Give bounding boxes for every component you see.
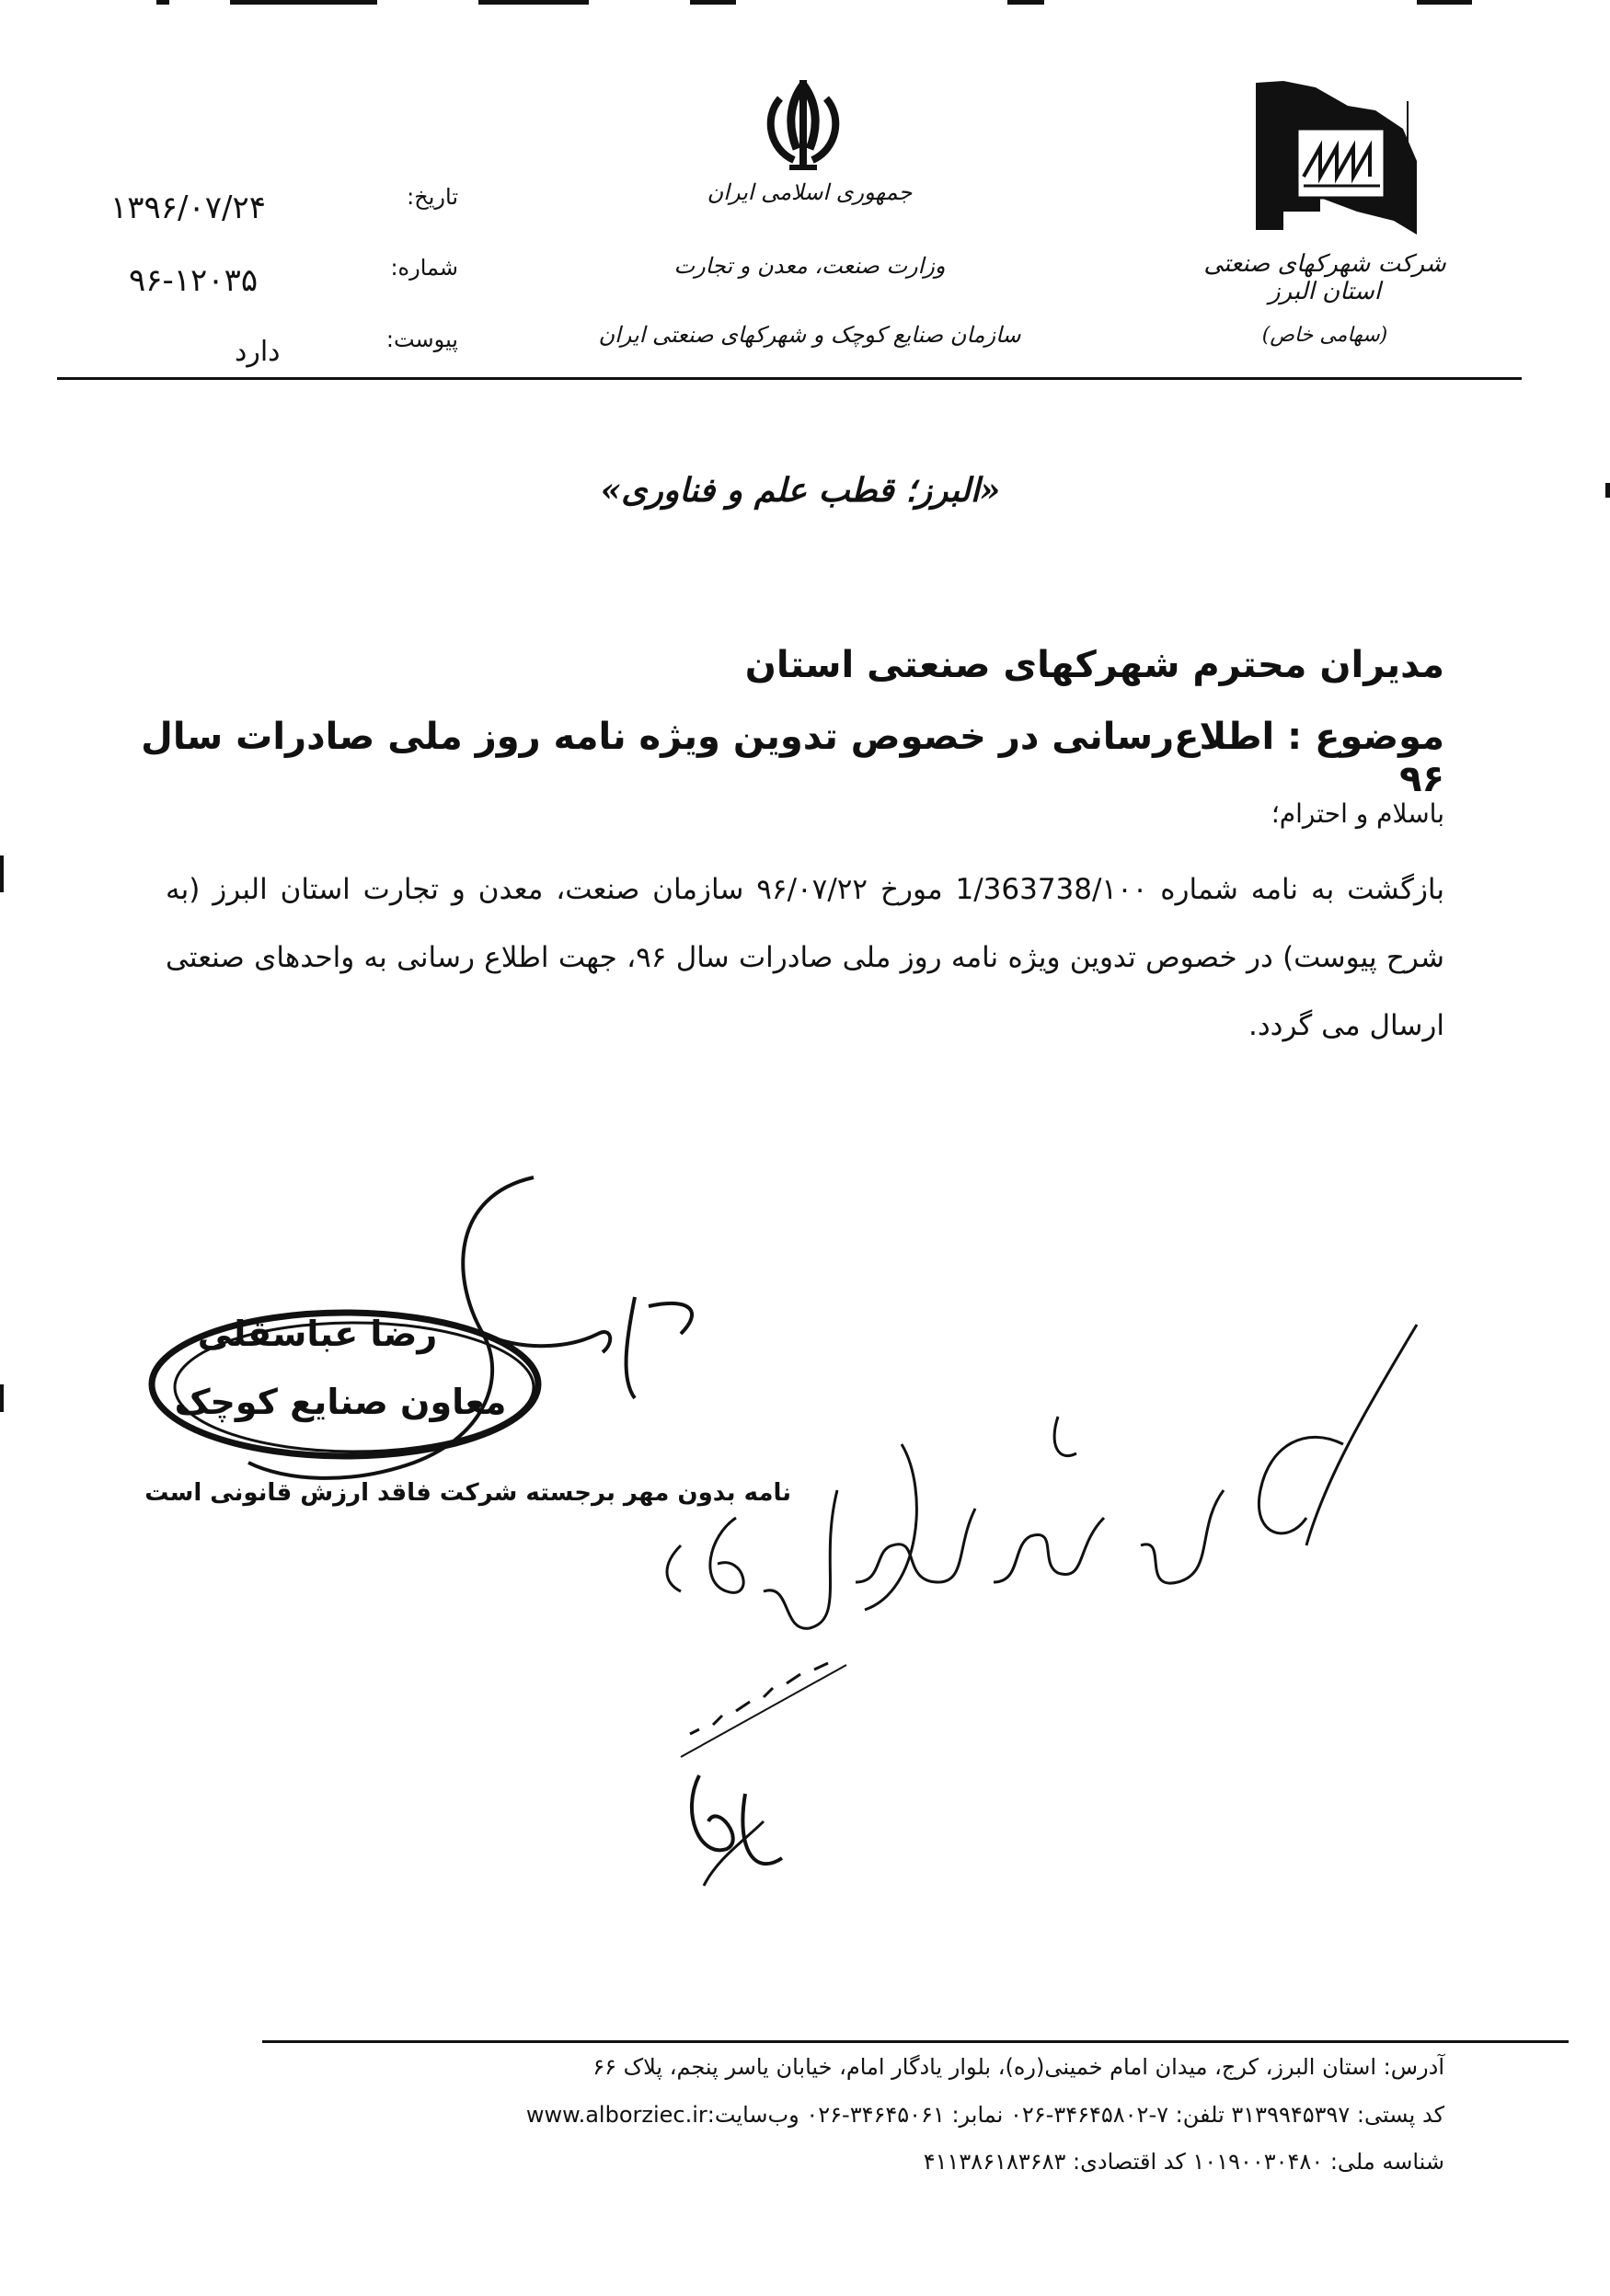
date-value: ۱۳۹۶/۰۷/۲۴ bbox=[110, 189, 267, 226]
ministry-name: وزارت صنعت، معدن و تجارت bbox=[673, 253, 946, 279]
attachment-label: پیوست: bbox=[385, 327, 458, 352]
attachment-value: دارد bbox=[235, 336, 281, 368]
scan-mark bbox=[230, 0, 377, 5]
government-header bbox=[598, 179, 1021, 373]
slogan: «البرز؛ قطب علم و فناوری» bbox=[600, 471, 1001, 510]
handwritten-annotation bbox=[626, 1306, 1454, 1693]
handwritten-date-initial bbox=[662, 1637, 984, 1913]
header-divider bbox=[57, 377, 1522, 380]
scan-mark bbox=[1417, 0, 1472, 5]
government-name: جمهوری اسلامی ایران bbox=[707, 179, 913, 205]
scan-mark bbox=[478, 0, 589, 5]
recipient-line: مدیران محترم شهرکهای صنعتی استان bbox=[744, 644, 1444, 686]
footer-contact: کد پستی: ۳۱۳۹۹۴۵۳۹۷ تلفن: ۷-۳۴۶۴۵۸۰۲-۰۲۶ نمابر: ۳۴۶۴۵۰۶۱-۰۲۶ وب‌سایت:www.alborziec.ir bbox=[525, 2102, 1444, 2128]
iran-emblem-icon bbox=[753, 75, 854, 177]
organization-name: سازمان صنایع کوچک و شهرکهای صنعتی ایران bbox=[598, 322, 1021, 348]
company-name: شرکت شهرکهای صنعتی استان البرز bbox=[1203, 250, 1446, 305]
footer-divider bbox=[262, 2040, 1569, 2043]
subject-line: موضوع : اطلاع‌رسانی در خصوص تدوین ویژه نامه روز ملی صادرات سال ۹۶ bbox=[141, 716, 1444, 800]
company-type: (سهامی خاص) bbox=[1261, 324, 1388, 347]
footer-identifiers: شناسه ملی: ۱۰۱۹۰۰۳۰۴۸۰ کد اقتصادی: ۴۱۱۳۸۶۱۸۳۶۸۳ bbox=[923, 2149, 1444, 2175]
signer-name: رضا عباسقلی bbox=[197, 1314, 438, 1354]
greeting: باسلام و احترام؛ bbox=[1271, 798, 1444, 829]
date-label: تاریخ: bbox=[407, 184, 458, 210]
letter-number-value: ۹۶-۱۲۰۳۵ bbox=[129, 262, 259, 299]
footer-address: آدرس: استان البرز، کرج، میدان امام خمینی(ره)، بلوار یادگار امام، خیابان یاسر پنجم، پلاک ۶۶ bbox=[592, 2054, 1444, 2080]
number-label: شماره: bbox=[390, 255, 458, 281]
company-logo-icon bbox=[1247, 74, 1421, 244]
scan-mark bbox=[0, 855, 4, 892]
scan-mark bbox=[0, 1384, 4, 1412]
scan-mark bbox=[156, 0, 169, 5]
seal-validity-note: نامه بدون مهر برجسته شرکت فاقد ارزش قانونی است bbox=[144, 1479, 791, 1507]
signer-title: معاون صنایع کوچک bbox=[174, 1382, 507, 1422]
scan-mark bbox=[690, 0, 736, 5]
letter-body: بازگشت به نامه شماره 1/363738/۱۰۰ مورخ ۹۶/۰۷/۲۲ سازمان صنعت، معدن و تجارت استان البرز (به شرح پیوست) در خصوص تدوین ویژه نامه روز ملی صادرات سال ۹۶، جهت اطلاع رسانی به واحدهای صنعتی ارسال می گردد. bbox=[166, 873, 1444, 1042]
scan-mark bbox=[1605, 483, 1610, 498]
scan-mark bbox=[1007, 0, 1044, 5]
